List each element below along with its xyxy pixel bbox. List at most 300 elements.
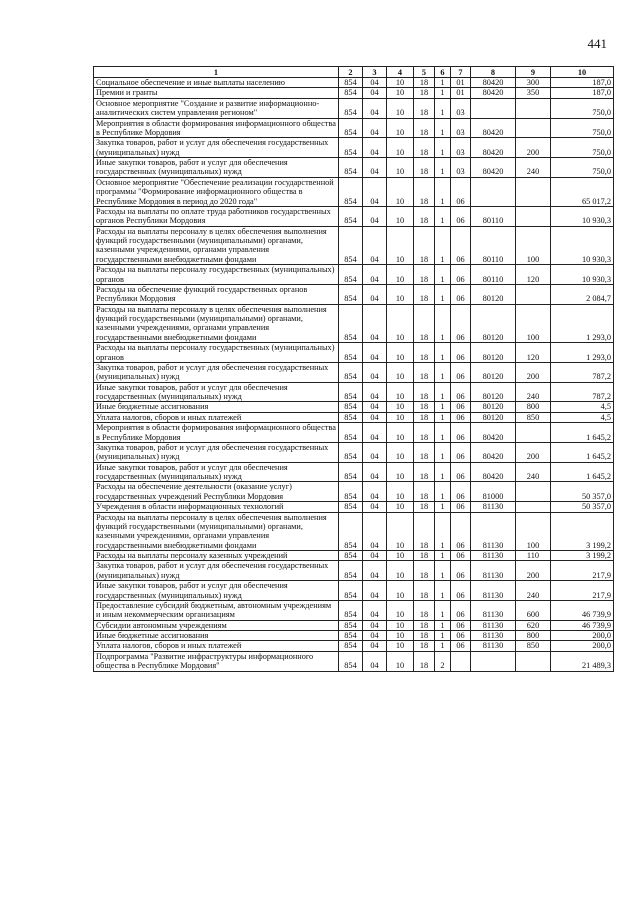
table-row [94, 482, 614, 502]
amount: 4,5 [551, 402, 614, 412]
table-row [94, 620, 614, 630]
code-subprogram: 1 [435, 462, 451, 482]
code-section: 04 [363, 561, 387, 581]
code-program: 18 [414, 138, 435, 158]
code-direction: 80120 [471, 382, 516, 402]
column-header: 7 [451, 67, 471, 78]
code-section: 04 [363, 442, 387, 462]
code-section: 04 [363, 502, 387, 512]
table-row [94, 651, 614, 671]
table-row [94, 502, 614, 512]
code-event: 06 [451, 620, 471, 630]
code-event: 06 [451, 502, 471, 512]
column-header: 6 [435, 67, 451, 78]
code-expense-type [516, 284, 551, 304]
table-row [94, 631, 614, 641]
code-direction: 80120 [471, 402, 516, 412]
code-subsection: 10 [387, 482, 414, 502]
code-subprogram: 1 [435, 177, 451, 206]
code-program: 18 [414, 226, 435, 265]
code-program: 18 [414, 423, 435, 443]
row-name: Иные бюджетные ассигнования [94, 402, 339, 412]
code-direction: 81130 [471, 502, 516, 512]
amount: 787,2 [551, 362, 614, 382]
code-program: 18 [414, 158, 435, 178]
amount: 750,0 [551, 98, 614, 118]
code-section: 04 [363, 177, 387, 206]
code-subprogram: 1 [435, 641, 451, 651]
code-ministry: 854 [339, 138, 363, 158]
code-direction: 80420 [471, 423, 516, 443]
code-event: 06 [451, 462, 471, 482]
amount: 200,0 [551, 641, 614, 651]
column-header: 10 [551, 67, 614, 78]
code-subprogram: 1 [435, 138, 451, 158]
code-direction: 81130 [471, 561, 516, 581]
code-ministry: 854 [339, 284, 363, 304]
code-subprogram: 1 [435, 631, 451, 641]
code-expense-type: 850 [516, 641, 551, 651]
code-expense-type: 600 [516, 600, 551, 620]
code-expense-type [516, 651, 551, 671]
code-program: 18 [414, 343, 435, 363]
code-expense-type [516, 98, 551, 118]
code-subsection: 10 [387, 402, 414, 412]
code-direction: 80110 [471, 226, 516, 265]
code-direction: 80110 [471, 265, 516, 285]
code-expense-type: 240 [516, 462, 551, 482]
code-program: 18 [414, 581, 435, 601]
amount: 10 930,3 [551, 265, 614, 285]
code-expense-type: 240 [516, 581, 551, 601]
code-subsection: 10 [387, 600, 414, 620]
code-subsection: 10 [387, 88, 414, 98]
amount: 10 930,3 [551, 226, 614, 265]
table-row [94, 551, 614, 561]
code-section: 04 [363, 284, 387, 304]
table-row [94, 402, 614, 412]
code-direction: 81130 [471, 641, 516, 651]
code-program: 18 [414, 177, 435, 206]
row-name: Расходы на выплаты по оплате труда работников государственных органов Республики Мордовия [94, 206, 339, 226]
amount: 50 357,0 [551, 502, 614, 512]
amount: 1 645,2 [551, 442, 614, 462]
code-ministry: 854 [339, 362, 363, 382]
amount: 1 645,2 [551, 423, 614, 443]
code-ministry: 854 [339, 226, 363, 265]
code-direction: 80420 [471, 88, 516, 98]
code-event: 06 [451, 177, 471, 206]
code-event: 06 [451, 600, 471, 620]
code-event: 06 [451, 442, 471, 462]
code-section: 04 [363, 462, 387, 482]
code-subsection: 10 [387, 651, 414, 671]
amount: 750,0 [551, 158, 614, 178]
row-name: Иные бюджетные ассигнования [94, 631, 339, 641]
column-header: 5 [414, 67, 435, 78]
code-expense-type [516, 482, 551, 502]
table-row [94, 226, 614, 265]
code-program: 18 [414, 631, 435, 641]
code-expense-type: 120 [516, 343, 551, 363]
amount: 21 489,3 [551, 651, 614, 671]
table-row [94, 382, 614, 402]
code-section: 04 [363, 78, 387, 88]
code-ministry: 854 [339, 402, 363, 412]
code-event: 06 [451, 412, 471, 422]
code-ministry: 854 [339, 343, 363, 363]
code-expense-type: 200 [516, 561, 551, 581]
code-section: 04 [363, 343, 387, 363]
code-section: 04 [363, 620, 387, 630]
code-subprogram: 1 [435, 412, 451, 422]
code-subsection: 10 [387, 78, 414, 88]
code-program: 18 [414, 512, 435, 551]
code-expense-type [516, 502, 551, 512]
row-name: Расходы на выплаты персоналу государственных (муниципальных) органов [94, 343, 339, 363]
code-expense-type: 110 [516, 551, 551, 561]
code-event: 06 [451, 423, 471, 443]
code-section: 04 [363, 412, 387, 422]
code-program: 18 [414, 551, 435, 561]
code-subprogram: 1 [435, 206, 451, 226]
code-subsection: 10 [387, 631, 414, 641]
code-program: 18 [414, 118, 435, 138]
code-subprogram: 1 [435, 442, 451, 462]
code-program: 18 [414, 651, 435, 671]
code-subsection: 10 [387, 177, 414, 206]
code-section: 04 [363, 118, 387, 138]
code-ministry: 854 [339, 581, 363, 601]
row-name: Закупка товаров, работ и услуг для обеспечения государственных (муниципальных) нужд [94, 362, 339, 382]
code-expense-type: 100 [516, 304, 551, 343]
code-ministry: 854 [339, 118, 363, 138]
row-name: Закупка товаров, работ и услуг для обеспечения государственных (муниципальных) нужд [94, 561, 339, 581]
row-name: Мероприятия в области формирования информационного общества в Республике Мордовия [94, 423, 339, 443]
code-subprogram: 1 [435, 581, 451, 601]
row-name: Подпрограмма "Развитие инфраструктуры информационного общества в Республике Мордовия" [94, 651, 339, 671]
code-event: 06 [451, 226, 471, 265]
code-program: 18 [414, 284, 435, 304]
row-name: Социальное обеспечение и иные выплаты населению [94, 78, 339, 88]
code-ministry: 854 [339, 631, 363, 641]
code-subprogram: 1 [435, 423, 451, 443]
code-ministry: 854 [339, 412, 363, 422]
budget-table [93, 66, 614, 672]
code-program: 18 [414, 382, 435, 402]
code-direction: 80120 [471, 304, 516, 343]
code-section: 04 [363, 226, 387, 265]
amount: 50 357,0 [551, 482, 614, 502]
code-program: 18 [414, 362, 435, 382]
code-event: 06 [451, 581, 471, 601]
amount: 1 293,0 [551, 304, 614, 343]
code-expense-type: 100 [516, 512, 551, 551]
row-name: Расходы на выплаты персоналу казенных учреждений [94, 551, 339, 561]
row-name: Субсидии автономным учреждениям [94, 620, 339, 630]
row-name: Иные закупки товаров, работ и услуг для обеспечения государственных (муниципальных) нужд [94, 158, 339, 178]
code-subprogram: 1 [435, 343, 451, 363]
amount: 217,9 [551, 561, 614, 581]
code-subsection: 10 [387, 512, 414, 551]
code-subprogram: 1 [435, 226, 451, 265]
code-direction [471, 651, 516, 671]
code-event: 06 [451, 343, 471, 363]
code-ministry: 854 [339, 620, 363, 630]
code-direction: 81130 [471, 512, 516, 551]
code-event: 03 [451, 138, 471, 158]
code-event: 06 [451, 284, 471, 304]
table-row [94, 284, 614, 304]
amount: 46 739,9 [551, 620, 614, 630]
code-subprogram: 1 [435, 78, 451, 88]
code-expense-type: 850 [516, 412, 551, 422]
code-subprogram: 1 [435, 304, 451, 343]
code-direction: 81130 [471, 581, 516, 601]
header-row [94, 67, 614, 78]
code-subsection: 10 [387, 641, 414, 651]
amount: 787,2 [551, 382, 614, 402]
code-expense-type: 800 [516, 631, 551, 641]
code-expense-type: 120 [516, 265, 551, 285]
code-expense-type: 100 [516, 226, 551, 265]
code-event: 06 [451, 382, 471, 402]
code-program: 18 [414, 402, 435, 412]
row-name: Иные закупки товаров, работ и услуг для обеспечения государственных (муниципальных) нужд [94, 581, 339, 601]
code-program: 18 [414, 442, 435, 462]
table-row [94, 581, 614, 601]
code-section: 04 [363, 138, 387, 158]
code-expense-type: 350 [516, 88, 551, 98]
code-subprogram: 1 [435, 362, 451, 382]
row-name: Иные закупки товаров, работ и услуг для обеспечения государственных (муниципальных) нужд [94, 462, 339, 482]
code-ministry: 854 [339, 265, 363, 285]
row-name: Предоставление субсидий бюджетным, автономным учреждениям и иным некоммерческим организациям [94, 600, 339, 620]
code-direction: 80120 [471, 284, 516, 304]
code-subsection: 10 [387, 226, 414, 265]
code-program: 18 [414, 502, 435, 512]
column-header: 9 [516, 67, 551, 78]
code-program: 18 [414, 78, 435, 88]
row-name: Расходы на выплаты персоналу в целях обеспечения выполнения функций государственными (муниципальными) органами, казенными учреждениями, органами управления государственными внебюджетными фондами [94, 304, 339, 343]
code-expense-type: 800 [516, 402, 551, 412]
code-ministry: 854 [339, 600, 363, 620]
code-subprogram: 2 [435, 651, 451, 671]
code-section: 04 [363, 158, 387, 178]
code-event: 06 [451, 551, 471, 561]
code-direction: 80120 [471, 412, 516, 422]
code-direction: 80420 [471, 78, 516, 88]
code-program: 18 [414, 600, 435, 620]
amount: 187,0 [551, 88, 614, 98]
code-ministry: 854 [339, 98, 363, 118]
table-body [94, 78, 614, 672]
row-name: Основное мероприятие "Создание и развитие информационно-аналитических систем управления регионом" [94, 98, 339, 118]
table-row [94, 442, 614, 462]
row-name: Расходы на выплаты персоналу в целях обеспечения выполнения функций государственными (муниципальными) органами, казенными учреждениями, органами управления государственными внебюджетными фондами [94, 226, 339, 265]
code-subprogram: 1 [435, 551, 451, 561]
code-program: 18 [414, 462, 435, 482]
code-subprogram: 1 [435, 284, 451, 304]
code-program: 18 [414, 641, 435, 651]
code-section: 04 [363, 641, 387, 651]
table-row [94, 462, 614, 482]
code-ministry: 854 [339, 462, 363, 482]
code-expense-type [516, 177, 551, 206]
code-direction: 80420 [471, 462, 516, 482]
amount: 217,9 [551, 581, 614, 601]
code-subprogram: 1 [435, 382, 451, 402]
code-subprogram: 1 [435, 98, 451, 118]
code-ministry: 854 [339, 206, 363, 226]
code-direction [471, 177, 516, 206]
code-direction: 80420 [471, 158, 516, 178]
code-ministry: 854 [339, 482, 363, 502]
code-section: 04 [363, 362, 387, 382]
code-event: 06 [451, 206, 471, 226]
row-name: Премии и гранты [94, 88, 339, 98]
code-program: 18 [414, 304, 435, 343]
code-expense-type: 200 [516, 362, 551, 382]
code-event: 06 [451, 641, 471, 651]
code-event: 03 [451, 158, 471, 178]
code-direction: 81130 [471, 620, 516, 630]
code-ministry: 854 [339, 442, 363, 462]
code-event: 06 [451, 482, 471, 502]
code-section: 04 [363, 581, 387, 601]
code-ministry: 854 [339, 641, 363, 651]
code-subprogram: 1 [435, 600, 451, 620]
table-row [94, 561, 614, 581]
table-row [94, 600, 614, 620]
code-subprogram: 1 [435, 265, 451, 285]
code-subsection: 10 [387, 158, 414, 178]
code-event: 06 [451, 561, 471, 581]
code-section: 04 [363, 98, 387, 118]
table-row [94, 138, 614, 158]
code-subsection: 10 [387, 206, 414, 226]
code-direction: 80120 [471, 343, 516, 363]
code-section: 04 [363, 304, 387, 343]
code-subsection: 10 [387, 581, 414, 601]
code-program: 18 [414, 412, 435, 422]
table-row [94, 98, 614, 118]
amount: 65 017,2 [551, 177, 614, 206]
code-direction: 81130 [471, 600, 516, 620]
code-expense-type: 240 [516, 158, 551, 178]
code-event: 06 [451, 402, 471, 412]
amount: 4,5 [551, 412, 614, 422]
code-expense-type [516, 206, 551, 226]
column-header: 3 [363, 67, 387, 78]
table-row [94, 177, 614, 206]
code-subprogram: 1 [435, 482, 451, 502]
code-subprogram: 1 [435, 158, 451, 178]
code-subsection: 10 [387, 343, 414, 363]
code-ministry: 854 [339, 551, 363, 561]
code-subsection: 10 [387, 620, 414, 630]
code-subsection: 10 [387, 118, 414, 138]
amount: 187,0 [551, 78, 614, 88]
code-direction: 81130 [471, 551, 516, 561]
code-program: 18 [414, 561, 435, 581]
code-subprogram: 1 [435, 502, 451, 512]
code-ministry: 854 [339, 88, 363, 98]
code-ministry: 854 [339, 78, 363, 88]
code-section: 04 [363, 423, 387, 443]
code-direction: 80420 [471, 118, 516, 138]
code-ministry: 854 [339, 423, 363, 443]
code-subsection: 10 [387, 423, 414, 443]
row-name: Закупка товаров, работ и услуг для обеспечения государственных (муниципальных) нужд [94, 138, 339, 158]
row-name: Расходы на обеспечение деятельности (оказание услуг) государственных учреждений Республики Мордовия [94, 482, 339, 502]
code-section: 04 [363, 631, 387, 641]
code-subsection: 10 [387, 362, 414, 382]
code-ministry: 854 [339, 651, 363, 671]
code-direction [471, 98, 516, 118]
code-subsection: 10 [387, 561, 414, 581]
code-section: 04 [363, 512, 387, 551]
code-program: 18 [414, 88, 435, 98]
table-row [94, 423, 614, 443]
table-row [94, 78, 614, 88]
row-name: Иные закупки товаров, работ и услуг для обеспечения государственных (муниципальных) нужд [94, 382, 339, 402]
column-header: 4 [387, 67, 414, 78]
code-event: 03 [451, 98, 471, 118]
code-subsection: 10 [387, 265, 414, 285]
code-subsection: 10 [387, 284, 414, 304]
table-row [94, 118, 614, 138]
code-event: 06 [451, 304, 471, 343]
code-subsection: 10 [387, 412, 414, 422]
code-expense-type: 620 [516, 620, 551, 630]
code-expense-type: 300 [516, 78, 551, 88]
table-row [94, 88, 614, 98]
amount: 3 199,2 [551, 551, 614, 561]
code-expense-type: 240 [516, 382, 551, 402]
code-ministry: 854 [339, 158, 363, 178]
code-subprogram: 1 [435, 512, 451, 551]
code-expense-type [516, 118, 551, 138]
code-expense-type: 200 [516, 138, 551, 158]
code-direction: 81000 [471, 482, 516, 502]
code-program: 18 [414, 620, 435, 630]
code-event: 06 [451, 631, 471, 641]
row-name: Расходы на обеспечение функций государственных органов Республики Мордовия [94, 284, 339, 304]
code-program: 18 [414, 482, 435, 502]
code-ministry: 854 [339, 502, 363, 512]
code-subprogram: 1 [435, 620, 451, 630]
code-direction: 81130 [471, 631, 516, 641]
table-row [94, 362, 614, 382]
code-program: 18 [414, 98, 435, 118]
code-direction: 80420 [471, 138, 516, 158]
code-direction: 80110 [471, 206, 516, 226]
code-section: 04 [363, 382, 387, 402]
amount: 750,0 [551, 118, 614, 138]
amount: 1 645,2 [551, 462, 614, 482]
code-event: 06 [451, 362, 471, 382]
table-row [94, 641, 614, 651]
amount: 3 199,2 [551, 512, 614, 551]
code-subsection: 10 [387, 138, 414, 158]
table-row [94, 158, 614, 178]
code-subsection: 10 [387, 551, 414, 561]
code-subprogram: 1 [435, 561, 451, 581]
code-subsection: 10 [387, 502, 414, 512]
row-name: Уплата налогов, сборов и иных платежей [94, 641, 339, 651]
row-name: Учреждения в области информационных технологий [94, 502, 339, 512]
